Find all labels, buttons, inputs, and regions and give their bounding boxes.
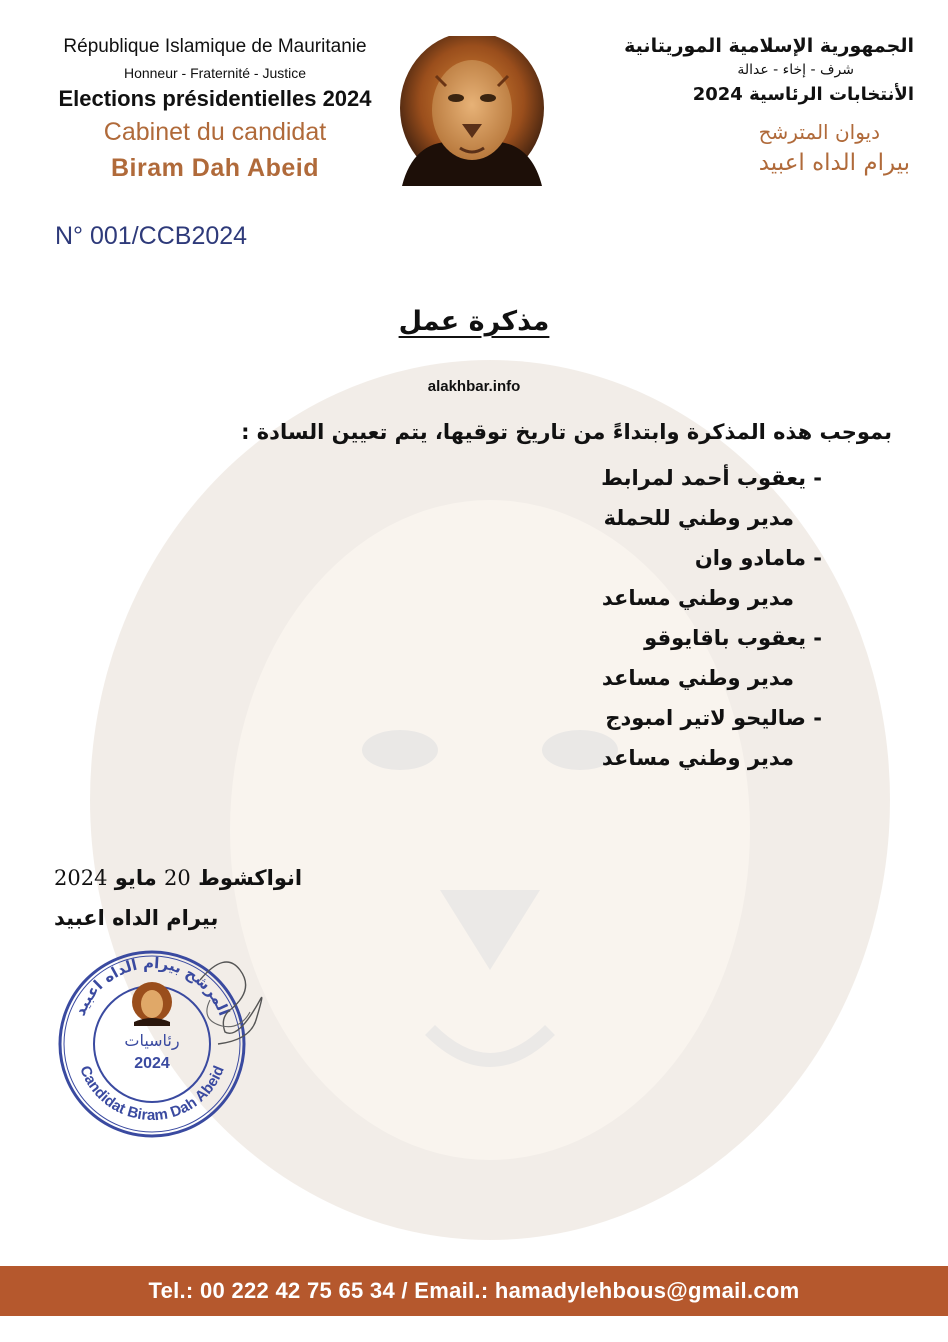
footer-band bbox=[0, 1266, 948, 1316]
memo-title-text: مذكرة عمل bbox=[398, 306, 550, 337]
appointee-name: - يعقوب باقايوقو bbox=[644, 626, 822, 650]
appointee-name: - صاليحو لاتير امبودج bbox=[605, 706, 822, 730]
elections-fr: Elections présidentielles 2024 bbox=[58, 86, 372, 111]
cabinet-ar: ديوان المترشح bbox=[758, 120, 880, 144]
stamp-arabic-ring: المرشح بيرام الداه اعبيد bbox=[70, 953, 234, 1019]
official-stamp bbox=[50, 940, 272, 1140]
appointment-item bbox=[322, 538, 822, 618]
appointee-role: مدير وطني مساعد bbox=[601, 746, 794, 770]
date-place: انواكشوط bbox=[198, 866, 303, 890]
memo-title bbox=[0, 306, 948, 337]
country-name-ar: الجمهورية الإسلامية الموريتانية bbox=[624, 35, 914, 57]
date-month: مايو bbox=[114, 866, 157, 890]
lion-logo-icon bbox=[396, 36, 548, 186]
footer-contact: Tel.: 00 222 42 75 65 34 / Email.: hamadylehbous@gmail.com bbox=[148, 1278, 800, 1303]
appointee-role: مدير وطني مساعد bbox=[601, 586, 794, 610]
intro-text: بموجب هذه المذكرة وابتداءً من تاريخ توقيها، يتم تعيين السادة : bbox=[241, 420, 892, 444]
stamp-latin-ring: Candidat Biram Dah Abeid bbox=[76, 1063, 228, 1125]
appointment-item bbox=[322, 698, 822, 778]
appointment-item bbox=[322, 458, 822, 538]
header-right bbox=[584, 32, 914, 178]
candidate-name-ar: بيرام الداه اعبيد bbox=[758, 150, 910, 176]
stamp-center-text: رئاسيات bbox=[124, 1031, 180, 1050]
stamp-lion-icon bbox=[132, 982, 172, 1026]
motto-ar: شرف - إخاء - عدالة bbox=[737, 62, 854, 78]
date-line bbox=[54, 866, 302, 890]
country-name-fr: République Islamique de Mauritanie bbox=[63, 36, 367, 57]
appointee-role: مدير وطني مساعد bbox=[601, 666, 794, 690]
candidate-name-fr: Biram Dah Abeid bbox=[110, 154, 319, 182]
appointee-name: - مامادو وان bbox=[694, 546, 822, 570]
source-tag: alakhbar.info bbox=[427, 378, 521, 395]
date-day: 20 bbox=[164, 866, 191, 890]
date-year: 2024 bbox=[54, 866, 108, 890]
cabinet-fr: Cabinet du candidat bbox=[103, 118, 327, 146]
elections-ar: الأنتخابات الرئاسية 2024 bbox=[692, 84, 914, 105]
appointee-name: - يعقوب أحمد لمرابط bbox=[601, 466, 822, 490]
appointment-item bbox=[322, 618, 822, 698]
header-left bbox=[20, 34, 410, 186]
reference-number: N° 001/CCB2024 bbox=[55, 222, 248, 250]
stamp-year: 2024 bbox=[134, 1055, 170, 1072]
appointee-role: مدير وطني للحملة bbox=[603, 506, 794, 530]
signatory-name: بيرام الداه اعبيد bbox=[54, 906, 219, 930]
motto-fr: Honneur - Fraternité - Justice bbox=[123, 65, 307, 81]
